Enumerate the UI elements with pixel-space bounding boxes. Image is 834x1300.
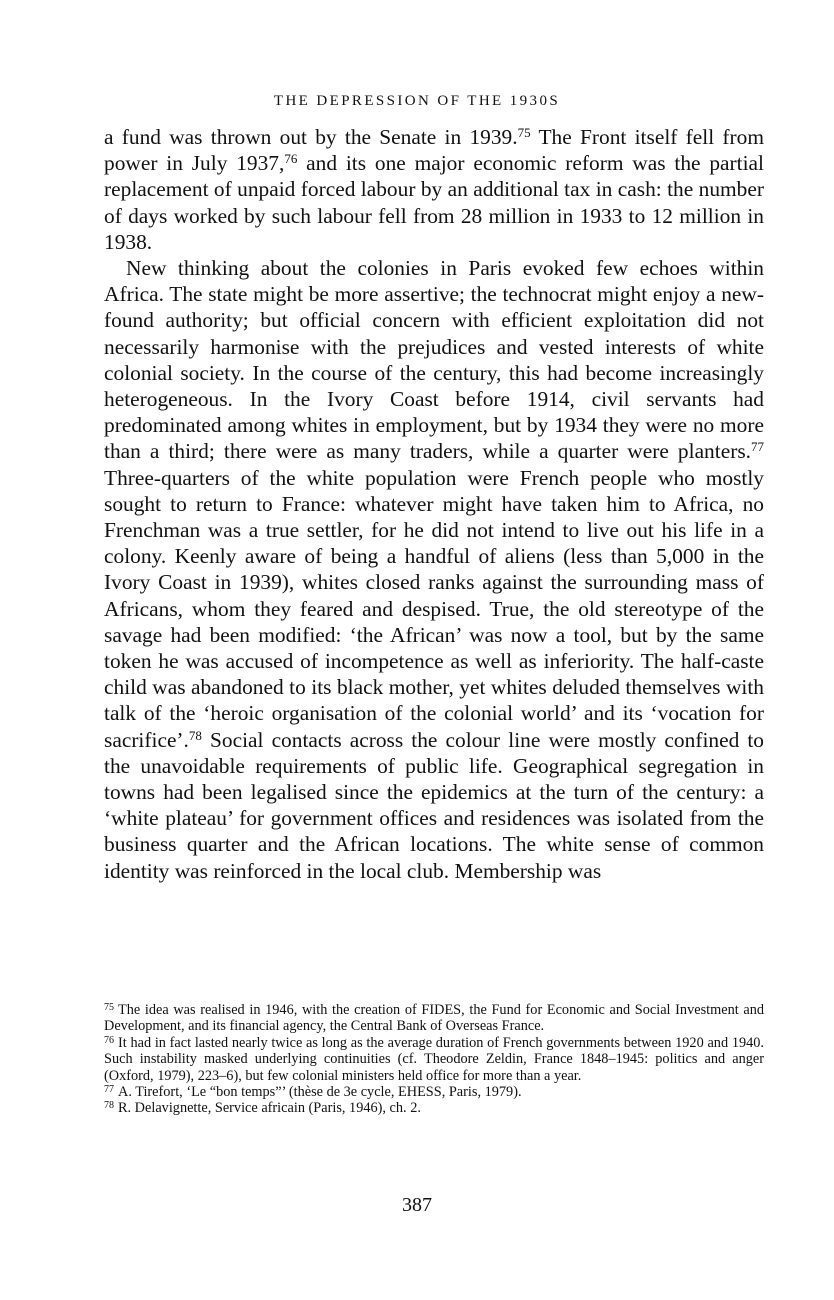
text-run: Social contacts across the colour line were mostly confined to the unavoidable requirements of public life. Geographical segregation in towns had been legalised since the epidemics at the turn of the century: a ‘white plateau’ for government offices and residences was isolated from the business quarter and the African locations. The white sense of common identity was reinforced in the local club. Membership was: [104, 727, 764, 883]
footnote: [104, 1002, 764, 1035]
footnote: [104, 1084, 764, 1100]
footnote-number: 78: [104, 1100, 114, 1112]
footnote-text: It had in fact lasted nearly twice as long as the average duration of French governments between 1920 and 1940. Such instability masked underlying continuities (cf. Theodore Zeldin, France 1848–1945: politics and anger (Oxford, 1979), 223–6), but few colonial ministers held office for more than a year.: [104, 1034, 764, 1084]
paragraph: [104, 124, 764, 255]
paragraph: [104, 255, 764, 884]
footnote-number: 76: [104, 1034, 114, 1046]
text-run: a fund was thrown out by the Senate in 1939.: [104, 125, 518, 149]
footnote-text: A. Tirefort, ‘Le “bon temps”’ (thèse de 3e cycle, EHESS, Paris, 1979).: [118, 1084, 522, 1101]
footnote-reference: 75: [517, 125, 531, 140]
running-head: THE DEPRESSION OF THE 1930S: [273, 93, 561, 109]
footnote-number: 77: [104, 1084, 114, 1096]
footnote-reference: 76: [284, 151, 298, 167]
text-run: New thinking about the colonies in Paris evoked few echoes within Africa. The state might be more assertive; the technocrat might enjoy a new-found authority; but official concern with efficient exploitation did not necessarily harmonise with the prejudices and vested interests of white colonial society. In the course of the century, this had become increasingly heterogeneous. In the Ivory Coast before 1914, civil servants had predominated among whites in employment, but by 1934 they were no more than a third; there were as many traders, while a quarter were planters.: [104, 256, 764, 464]
footnotes: [104, 1002, 764, 1117]
text-run: and its one major economic reform was the partial replacement of unpaid forced labour by an additional tax in cash: the number of days worked by such labour fell from 28 million in 1933 to 12 million in 1938.: [104, 151, 764, 254]
footnote: [104, 1100, 764, 1116]
footnote-number: 75: [104, 1002, 114, 1013]
footnote-reference: 77: [751, 439, 764, 455]
footnote: [104, 1035, 764, 1084]
text-run: The Front itself fell from power in July 1937,: [104, 125, 764, 176]
body-text: [104, 124, 764, 884]
footnote-text: The idea was realised in 1946, with the creation of FIDES, the Fund for Economic and Social Investment and Development, and its financial agency, the Central Bank of Overseas France.: [104, 1002, 764, 1035]
text-run: Three-quarters of the white population were French people who mostly sought to return to France: whatever might have taken him to Africa, no Frenchman was a true settler, for he did not intend to live out his life in a colony. Keenly aware of being a handful of aliens (less than 5,000 in the Ivory Coast in 1939), whites closed ranks against the surrounding mass of Africans, whom they feared and despised. True, the old stereotype of the savage had been modified: ‘the African’ was now a tool, but by the same token he was accused of incompetence as well as inferiority. The half-caste child was abandoned to its black mother, yet whites deluded themselves with talk of the ‘heroic organisation of the colonial world’ and its ‘vocation for sacrifice’.: [104, 465, 764, 752]
page-number: 387: [402, 1194, 432, 1216]
footnote-text: R. Delavignette, Service africain (Paris, 1946), ch. 2.: [118, 1100, 421, 1117]
footnote-reference: 78: [188, 727, 202, 743]
